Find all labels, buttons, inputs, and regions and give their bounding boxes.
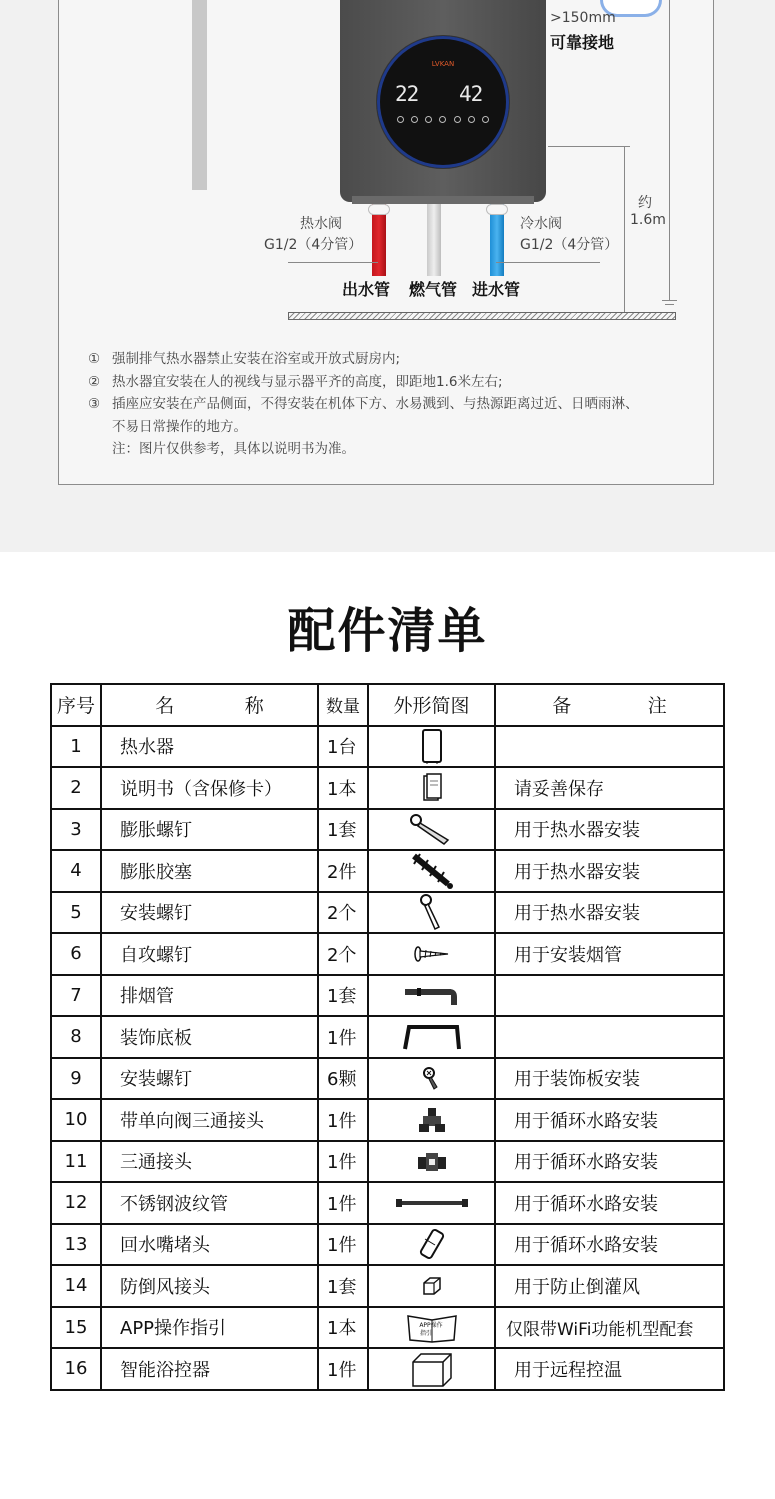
wall-pipe [192, 0, 207, 190]
row-qty: 1本 [318, 767, 368, 809]
row-shape [368, 1348, 495, 1390]
note-number: ② [88, 373, 101, 390]
row-shape [368, 1099, 495, 1141]
outlet-pipe-label: 出水管 [342, 280, 391, 299]
note-item [88, 348, 702, 371]
row-remark: 用于装饰板安装 [495, 1058, 724, 1100]
row-remark [495, 975, 724, 1017]
screw-icon [417, 893, 447, 931]
installation-diagram [0, 0, 775, 552]
row-qty: 2个 [318, 933, 368, 975]
header-remark-char: 备 [552, 695, 572, 718]
row-qty: 1台 [318, 726, 368, 768]
note-number: ① [88, 351, 101, 367]
note-text: 不易日常操作的地方。 [112, 418, 247, 435]
height-label-2: 1.6m [630, 212, 666, 228]
wall-plug-icon [408, 852, 456, 890]
row-shape [368, 850, 495, 892]
row-no: 10 [51, 1099, 101, 1141]
row-no: 7 [51, 975, 101, 1017]
table-row [51, 1099, 724, 1141]
row-remark: 用于防止倒灌风 [495, 1265, 724, 1307]
row-qty: 1件 [318, 1141, 368, 1183]
display-button [482, 116, 489, 123]
table-row [51, 1141, 724, 1183]
row-name: 装饰底板 [101, 1016, 318, 1058]
display-button [454, 116, 461, 123]
row-no: 6 [51, 933, 101, 975]
height-dimension-line [624, 146, 625, 312]
row-name: 防倒风接头 [101, 1265, 318, 1307]
gas-pipe [427, 204, 441, 276]
note-item [88, 416, 702, 439]
accessories-title: 配件清单 [287, 603, 488, 659]
row-remark [495, 1016, 724, 1058]
table-row [51, 767, 724, 809]
row-qty: 1件 [318, 1016, 368, 1058]
header-qty: 数量 [318, 684, 368, 726]
display-temp-right: 42 [459, 82, 483, 106]
display-panel [377, 36, 509, 168]
row-shape [368, 1224, 495, 1266]
row-qty: 2个 [318, 892, 368, 934]
height-dimension-tick [548, 146, 630, 147]
inlet-pipe-label: 进水管 [472, 280, 521, 299]
row-no: 11 [51, 1141, 101, 1183]
note-item [88, 393, 702, 416]
cold-valve-spec: G1/2（4分管） [520, 237, 619, 253]
row-qty: 1件 [318, 1224, 368, 1266]
installation-notes [88, 348, 702, 461]
note-item [88, 371, 702, 394]
note-item [88, 438, 702, 461]
row-qty: 1套 [318, 975, 368, 1017]
row-shape [368, 1141, 495, 1183]
leader-line [288, 262, 378, 263]
pipe-clip [368, 204, 390, 215]
row-name: 膨胀螺钉 [101, 809, 318, 851]
row-name: 自攻螺钉 [101, 933, 318, 975]
manual-icon [417, 772, 447, 804]
row-remark: 用于循环水路安装 [495, 1224, 724, 1266]
note-number: ③ [88, 396, 101, 412]
row-shape [368, 1058, 495, 1100]
row-qty: 1件 [318, 1099, 368, 1141]
row-qty: 1套 [318, 809, 368, 851]
display-button [439, 116, 446, 123]
water-heater-base [352, 196, 534, 204]
row-shape [368, 933, 495, 975]
table-row [51, 1058, 724, 1100]
header-name-char: 名 [155, 695, 175, 718]
table-row [51, 1224, 724, 1266]
display-brand: LVKAN [431, 60, 455, 68]
row-remark: 用于热水器安装 [495, 850, 724, 892]
row-remark: 用于热水器安装 [495, 892, 724, 934]
display-button [425, 116, 432, 123]
self-tapping-screw-icon [412, 943, 452, 965]
display-temp-left: 22 [395, 82, 419, 106]
row-remark: 用于安装烟管 [495, 933, 724, 975]
table-row [51, 1265, 724, 1307]
row-remark: 用于循环水路安装 [495, 1099, 724, 1141]
row-no: 3 [51, 809, 101, 851]
pipe-clip [486, 204, 508, 215]
row-no: 8 [51, 1016, 101, 1058]
row-no: 14 [51, 1265, 101, 1307]
accessories-table [50, 683, 725, 1391]
header-remark-char: 注 [647, 695, 667, 718]
header-name-char: 称 [244, 695, 264, 718]
row-shape [368, 975, 495, 1017]
row-remark: 仅限带WiFi功能机型配套 [495, 1307, 724, 1349]
row-qty: 1件 [318, 1182, 368, 1224]
tee-joint-icon [416, 1149, 448, 1173]
gas-pipe-label: 燃气管 [409, 280, 458, 299]
row-remark: 用于循环水路安装 [495, 1182, 724, 1224]
height-label-1: 约 [638, 195, 652, 211]
row-qty: 1套 [318, 1265, 368, 1307]
row-name: 回水嘴堵头 [101, 1224, 318, 1266]
table-row [51, 850, 724, 892]
row-shape [368, 1265, 495, 1307]
expansion-bolt-icon [408, 812, 456, 846]
row-no: 16 [51, 1348, 101, 1390]
row-shape [368, 1182, 495, 1224]
display-buttons [397, 116, 489, 124]
row-qty: 6颗 [318, 1058, 368, 1100]
app-guide-icon-text: APP操作 [418, 1322, 443, 1330]
hot-valve-label: 热水阀 [300, 216, 342, 232]
leader-line [496, 262, 600, 263]
display-button [468, 116, 475, 123]
row-shape [368, 809, 495, 851]
floor-hatch [288, 312, 676, 320]
row-no: 9 [51, 1058, 101, 1100]
table-row [51, 1348, 724, 1390]
anti-backdraft-icon [420, 1275, 444, 1297]
row-no: 2 [51, 767, 101, 809]
app-guide-icon [404, 1310, 460, 1344]
row-qty: 2件 [318, 850, 368, 892]
row-no: 4 [51, 850, 101, 892]
header-no: 序号 [51, 684, 101, 726]
table-header-row [51, 684, 724, 726]
ground-symbol-bar [662, 300, 677, 301]
table-row [51, 975, 724, 1017]
header-shape: 外形简图 [368, 684, 495, 726]
app-guide-icon-text: 指引 [419, 1330, 432, 1338]
table-row [51, 892, 724, 934]
row-name: 热水器 [101, 726, 318, 768]
note-text: 热水器宜安装在人的视线与显示器平齐的高度，即距地1.6米左右; [112, 373, 503, 390]
ground-label: 可靠接地 [550, 33, 615, 52]
cold-valve-label: 冷水阀 [520, 216, 562, 232]
row-name: 不锈钢波纹管 [101, 1182, 318, 1224]
dimension-distance: >150mm [550, 10, 616, 26]
corrugated-pipe-icon [394, 1196, 470, 1210]
small-screw-icon [421, 1065, 443, 1091]
row-no: 15 [51, 1307, 101, 1349]
table-row [51, 1307, 724, 1349]
row-no: 12 [51, 1182, 101, 1224]
row-shape [368, 767, 495, 809]
check-valve-tee-icon [417, 1106, 447, 1134]
row-no: 5 [51, 892, 101, 934]
row-remark: 用于热水器安装 [495, 809, 724, 851]
note-text: 强制排气热水器禁止安装在浴室或开放式厨房内; [112, 351, 401, 367]
row-name: 膨胀胶塞 [101, 850, 318, 892]
row-name: 三通接头 [101, 1141, 318, 1183]
row-remark [495, 726, 724, 768]
row-name: 安装螺钉 [101, 1058, 318, 1100]
row-name: 带单向阀三通接头 [101, 1099, 318, 1141]
ground-symbol-bar [665, 304, 674, 305]
ground-wire-line [669, 0, 670, 300]
header-name [101, 684, 318, 726]
row-name: 排烟管 [101, 975, 318, 1017]
row-remark: 用于远程控温 [495, 1348, 724, 1390]
header-remark [495, 684, 724, 726]
row-qty: 1本 [318, 1307, 368, 1349]
row-remark: 请妥善保存 [495, 767, 724, 809]
row-name: 说明书（含保修卡） [101, 767, 318, 809]
row-shape [368, 1307, 495, 1349]
table-row [51, 933, 724, 975]
note-text: 插座应安装在产品侧面，不得安装在机体下方、水易溅到、与热源距离过近、日晒雨淋、 [112, 396, 639, 412]
row-qty: 1件 [318, 1348, 368, 1390]
table-row [51, 1016, 724, 1058]
row-name: 安装螺钉 [101, 892, 318, 934]
display-button [411, 116, 418, 123]
plug-cap-icon [417, 1227, 447, 1261]
row-remark: 用于循环水路安装 [495, 1141, 724, 1183]
row-name: APP操作指引 [101, 1307, 318, 1349]
row-shape [368, 892, 495, 934]
controller-box-icon [409, 1350, 455, 1388]
row-shape [368, 1016, 495, 1058]
note-disclaimer: 注：图片仅供参考，具体以说明书为准。 [112, 441, 355, 457]
exhaust-pipe-icon [403, 983, 461, 1007]
water-heater-icon [417, 728, 447, 764]
hot-valve-spec: G1/2（4分管） [264, 237, 363, 253]
table-row [51, 726, 724, 768]
display-button [397, 116, 404, 123]
row-no: 13 [51, 1224, 101, 1266]
table-row [51, 809, 724, 851]
row-name: 智能浴控器 [101, 1348, 318, 1390]
table-row [51, 1182, 724, 1224]
row-shape [368, 726, 495, 768]
row-no: 1 [51, 726, 101, 768]
base-plate-icon [401, 1023, 463, 1051]
